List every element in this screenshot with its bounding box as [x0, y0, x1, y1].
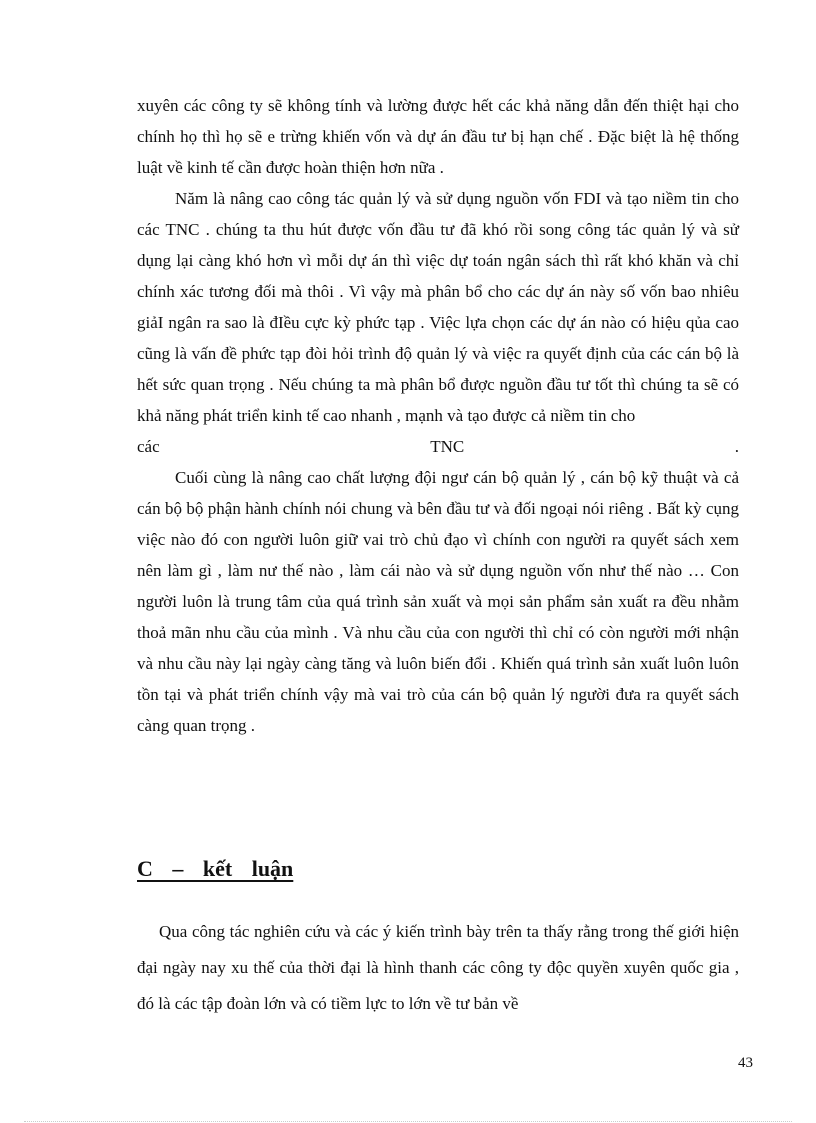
word-period: .	[734, 437, 739, 456]
paragraph-continuation: xuyên các công ty sẽ không tính và lường được hết các khả năng dẫn đến thiệt hại cho chính họ thì họ sẽ e trừng khiến vốn và dự án đầu tư bị hạn chế . Đặc biệt là hệ thống luật về kinh tế cần được hoàn thiện hơn nữa .	[137, 96, 739, 177]
paragraph-last-line	[137, 431, 739, 462]
paragraph-text: Năm là nâng cao công tác quản lý và sử dụng nguồn vốn FDI và tạo niềm tin cho các TNC . chúng ta thu hút được vốn đầu tư đã khó rồi song công tác quản lý và sử dụng lại càng khó hơn vì mỗi dự án thì việc dự toán ngân sách thì rất khó khăn và chỉ chính xác tương đối mà thôi . Vì vậy mà phân bổ cho các dự án này số vốn bao nhiêu giảI ngân ra sao là đIều cực kỳ phức tạp . Việc lựa chọn các dự án nào có hiệu qủa cao cũng là vấn đề phức tạp đòi hỏi trình độ quản lý và việc ra quyết định của các cán bộ là hết sức quan trọng . Nếu chúng ta mà phân bổ được nguồn đầu tư tốt thì chúng ta sẽ có khả năng phát triển kinh tế cao nhanh , mạnh và tạo được cả niềm tin cho	[137, 189, 739, 425]
page-number: 43	[738, 1055, 753, 1071]
section-heading: C – kết luận	[137, 856, 294, 881]
word-cac: các	[137, 437, 160, 456]
conclusion-paragraph: Qua công tác nghiên cứu và các ý kiến trình bày trên ta thấy rằng trong thế giới hiện đại ngày nay xu thế của thời đại là hình thanh các công ty độc quyền xuyên quốc gia , đó là các tập đoàn lớn và có tiềm lực to lớn về tư bản về	[137, 922, 739, 1013]
body-text	[137, 90, 739, 741]
word-tnc: TNC	[430, 437, 465, 456]
page-bottom-rule	[24, 1121, 792, 1122]
paragraph-final-point: Cuối cùng là nâng cao chất lượng đội ngư cán bộ quản lý , cán bộ kỹ thuật và cả cán bộ bộ phận hành chính nói chung và bên đầu tư và đối ngoại nói riêng . Bất kỳ cụng việc nào đó con người luôn giữ vai trò chủ đạo vì chính con người ra quyết sách xem nên làm gì , làm nư thế nào , làm cái nào và sử dụng nguồn vốn như thế nào … Con người luôn là trung tâm của quá trình sản xuất và mọi sản phẩm sản xuất ra đều nhằm thoả mãn nhu cầu của mình . Và nhu cầu của con người thì chỉ có còn người mới nhận và nhu cầu này lại ngày càng tăng và luôn biến đổi . Khiến quá trình sản xuất luôn luôn tồn tại và phát triển chính vậy mà vai trò của cán bộ quản lý người đưa ra quyết sách càng quan trọng .	[137, 468, 739, 735]
paragraph-point-five	[137, 183, 739, 431]
